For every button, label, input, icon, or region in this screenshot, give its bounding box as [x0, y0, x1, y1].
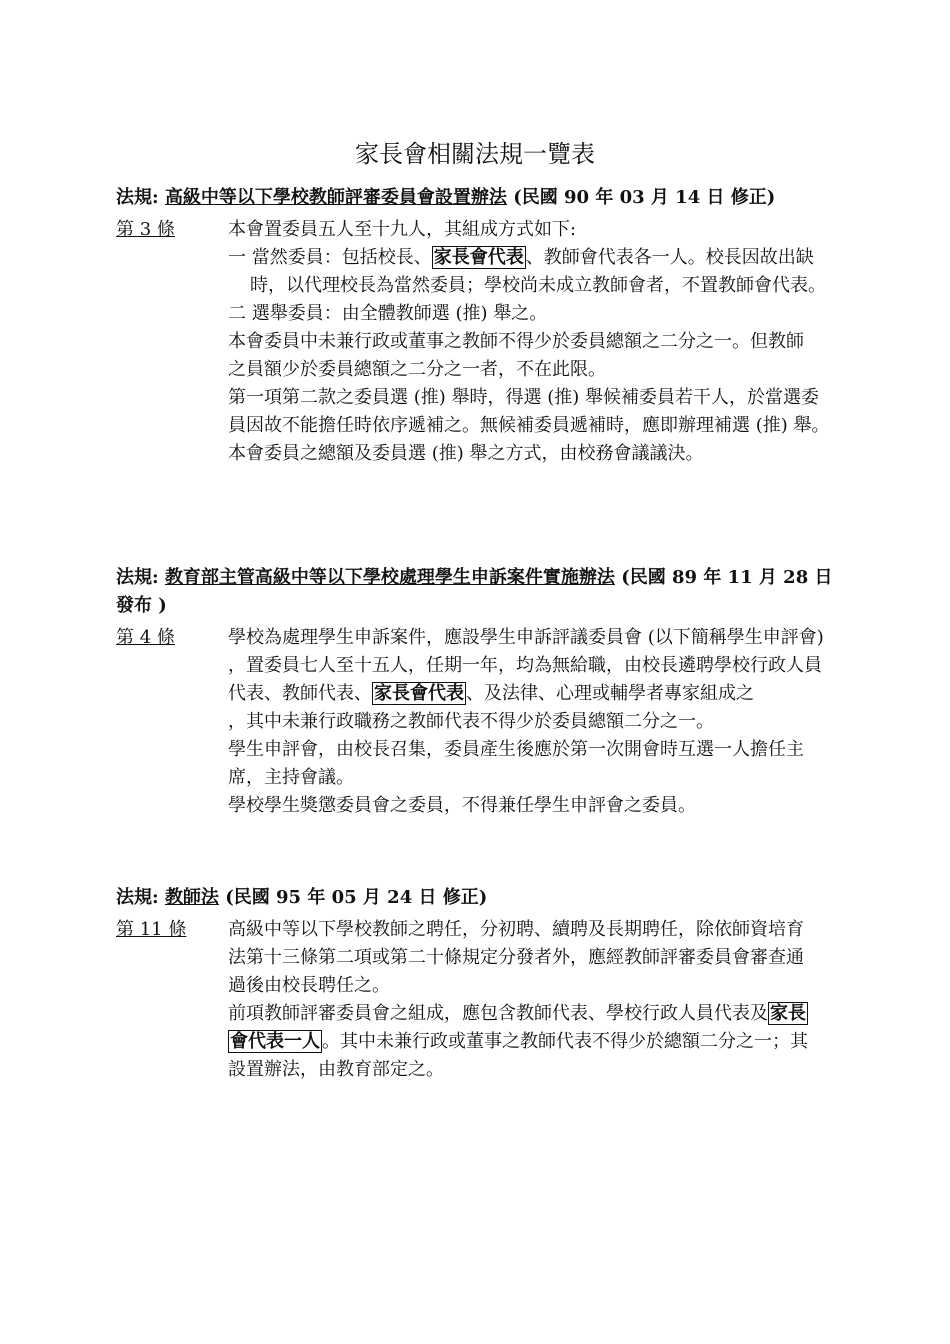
- article-text: 法第十三條第二項或第二十條規定分發者外，應經教師評審委員會審查通: [228, 947, 804, 968]
- law-heading-1: [116, 184, 836, 212]
- article-text: 本會置委員五人至十九人，其組成方式如下:: [228, 219, 577, 240]
- article-text: 學生申評會，由校長召集，委員產生後應於第一次開會時互選一人擔任主: [228, 739, 804, 760]
- law-name[interactable]: 教育部主管高級中等以下學校處理學生申訴案件實施辦法: [164, 567, 615, 588]
- law-prefix: 法規:: [116, 187, 159, 208]
- article-number-2[interactable]: 第 4 條: [116, 627, 175, 648]
- page-title: 家長會相關法規一覽表: [355, 140, 595, 168]
- highlight-parent-rep: 家長: [770, 1003, 806, 1024]
- article-text-part: 。其中未兼行政或董事之教師代表不得少於總額二分之一；其: [322, 1031, 808, 1052]
- law-name[interactable]: 高級中等以下學校教師評審委員會設置辦法: [164, 187, 507, 208]
- article-text: 設置辦法，由教育部定之。: [228, 1059, 444, 1080]
- article-body-2: [228, 624, 834, 820]
- article-text: 本會委員中未兼行政或董事之教師不得少於委員總額之二分之一。但教師: [228, 331, 804, 352]
- article-text: 高級中等以下學校教師之聘任，分初聘、續聘及長期聘任，除依師資培育: [228, 919, 804, 940]
- article-text: [228, 1028, 834, 1056]
- article-text: 之員額少於委員總額之二分之一者，不在此限。: [228, 359, 606, 380]
- law-heading-2: [116, 564, 836, 620]
- law-date: (民國 89 年 11 月 28 日發布 ): [116, 567, 833, 616]
- law-heading-3: [116, 884, 836, 912]
- article-text: ，其中未兼行政職務之教師代表不得少於委員總額二分之一。: [228, 711, 714, 732]
- article-text-part: 學校為處理學生申訴案件，應設學生申訴評議委員會 (以下簡稱學生申評會) ，置委員七人至十五人，任期一年，均為無給職，由校長遴聘學校行政人員代表、教師代表、: [228, 627, 824, 704]
- article-number-3[interactable]: 第 11 條: [116, 919, 187, 940]
- article-body-3: [228, 916, 834, 1084]
- article-text: 本會委員之總額及委員選 (推) 舉之方式，由校務會議議決。: [228, 443, 704, 464]
- item-text: 一 當然委員：包括校長、: [228, 247, 432, 268]
- article-item-2: 二 選舉委員：由全體教師選 (推) 舉之。: [228, 303, 548, 324]
- article-text: 學校學生獎懲委員會之委員，不得兼任學生申評會之委員。: [228, 795, 696, 816]
- article-text: [228, 1000, 834, 1028]
- law-date: (民國 95 年 05 月 24 日 修正): [225, 887, 488, 908]
- article-item-1: [228, 244, 834, 300]
- article-text: [228, 624, 834, 708]
- law-date: (民國 90 年 03 月 14 日 修正): [513, 187, 776, 208]
- article-body-1: [228, 216, 834, 468]
- highlight-parent-rep: 會代表一人: [230, 1031, 320, 1052]
- article-text: 第一項第二款之委員選 (推) 舉時，得選 (推) 舉候補委員若干人，於當選委員因故不能擔任時依序遞補之。無候補委員遞補時，應即辦理補選 (推) 舉。: [228, 387, 830, 436]
- law-name[interactable]: 教師法: [164, 887, 219, 908]
- article-number-1[interactable]: 第 3 條: [116, 219, 175, 240]
- highlight-parent-rep: 家長會代表: [433, 247, 524, 268]
- article-text-part: 、及法律、心理或輔學者專家組成之: [466, 683, 754, 704]
- law-prefix: 法規:: [116, 887, 159, 908]
- article-text-part: 前項教師評審委員會之組成，應包含教師代表、學校行政人員代表及: [228, 1003, 768, 1024]
- law-prefix: 法規:: [116, 567, 159, 588]
- article-text: 過後由校長聘任之。: [228, 975, 390, 996]
- highlight-parent-rep: 家長會代表: [374, 683, 464, 704]
- item-text: 、教師會代表各一人。校長因故出缺時，以代理校長為當然委員；學校尚未成立教師會者，不置教師會代表。: [250, 247, 826, 296]
- article-text: 席，主持會議。: [228, 767, 354, 788]
